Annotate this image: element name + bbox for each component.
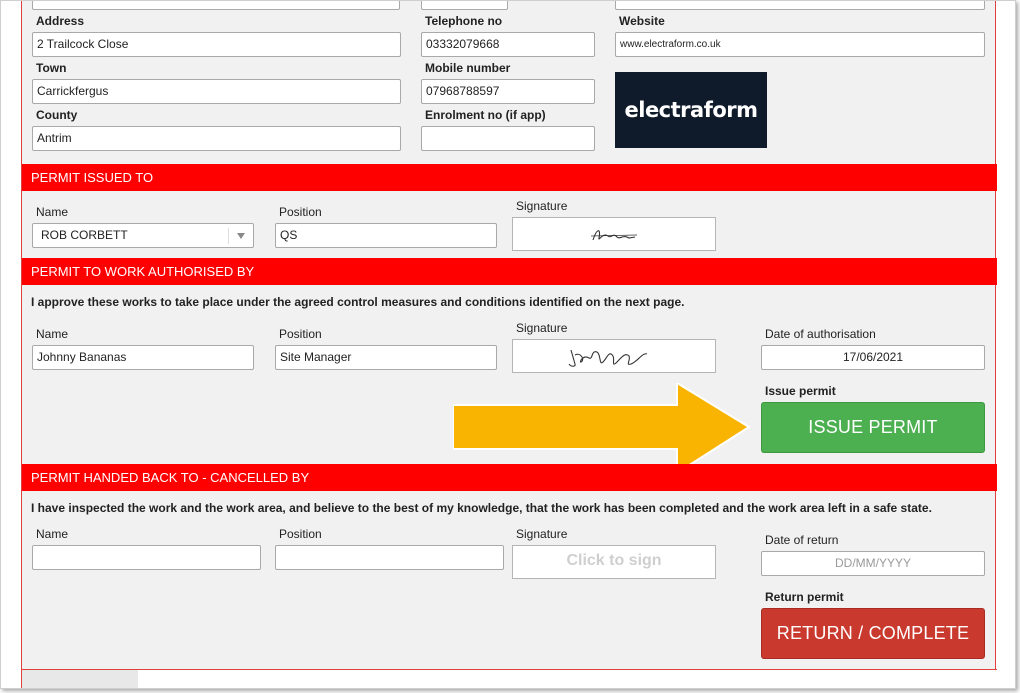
website-label: Website bbox=[619, 14, 665, 28]
enrolment-label: Enrolment no (if app) bbox=[425, 108, 546, 122]
return-date-field[interactable]: DD/MM/YYYY bbox=[761, 551, 985, 576]
return-name-label: Name bbox=[36, 527, 69, 541]
return-date-label: Date of return bbox=[765, 533, 839, 547]
enrolment-field[interactable] bbox=[421, 126, 595, 151]
issued-signature-pad[interactable] bbox=[512, 217, 716, 251]
authorisation-date-field[interactable]: 17/06/2021 bbox=[761, 345, 985, 370]
mobile-field[interactable]: 07968788597 bbox=[421, 79, 595, 104]
return-signature-label: Signature bbox=[516, 527, 568, 541]
issued-name-select[interactable] bbox=[32, 223, 254, 248]
address-field[interactable]: 2 Trailcock Close bbox=[32, 32, 401, 57]
select-separator bbox=[228, 228, 229, 244]
authorised-name-label: Name bbox=[36, 327, 69, 341]
issued-signature-label: Signature bbox=[516, 199, 568, 213]
return-position-field[interactable] bbox=[275, 545, 504, 570]
mobile-label: Mobile number bbox=[425, 61, 511, 75]
issued-position-field[interactable]: QS bbox=[275, 223, 497, 248]
signature-image bbox=[513, 218, 717, 252]
authorised-signature-label: Signature bbox=[516, 321, 568, 335]
county-label: County bbox=[36, 108, 78, 122]
company-logo bbox=[615, 72, 767, 148]
town-field[interactable]: Carrickfergus bbox=[32, 79, 401, 104]
issued-name-label: Name bbox=[36, 205, 69, 219]
website-field[interactable]: www.electraform.co.uk bbox=[615, 32, 985, 57]
authorised-position-field[interactable]: Site Manager bbox=[275, 345, 497, 370]
return-name-field[interactable] bbox=[32, 545, 261, 570]
county-field[interactable]: Antrim bbox=[32, 126, 401, 151]
signature-image bbox=[513, 340, 717, 374]
issue-permit-label: Issue permit bbox=[765, 384, 836, 398]
issued-name-value: ROB CORBETT bbox=[41, 228, 128, 242]
handed-back-statement: I have inspected the work and the work area, and believe to the best of my knowledge, that the work has been completed and the work area left in a safe state. bbox=[31, 501, 932, 515]
issued-position-label: Position bbox=[279, 205, 322, 219]
authorised-position-label: Position bbox=[279, 327, 322, 341]
cutoff-field-left[interactable] bbox=[32, 0, 400, 10]
issued-to-header: PERMIT ISSUED TO bbox=[22, 164, 997, 191]
address-label: Address bbox=[36, 14, 85, 28]
authorisation-date-label: Date of authorisation bbox=[765, 327, 876, 341]
authorised-statement: I approve these works to take place under the agreed control measures and conditions identified on the next page. bbox=[31, 295, 685, 309]
next-section-tab[interactable] bbox=[22, 670, 138, 689]
authorised-signature-pad[interactable] bbox=[512, 339, 716, 373]
chevron-down-icon bbox=[237, 233, 245, 239]
cutoff-field-middle[interactable] bbox=[421, 0, 508, 10]
town-label: Town bbox=[36, 61, 67, 75]
issue-permit-button[interactable]: ISSUE PERMIT bbox=[761, 402, 985, 453]
return-position-label: Position bbox=[279, 527, 322, 541]
return-complete-button[interactable]: RETURN / COMPLETE bbox=[761, 608, 985, 659]
handed-back-header: PERMIT HANDED BACK TO - CANCELLED BY bbox=[22, 464, 997, 491]
arrow-right-icon bbox=[453, 383, 753, 475]
authorised-by-header: PERMIT TO WORK AUTHORISED BY bbox=[22, 258, 997, 285]
authorised-name-field[interactable]: Johnny Bananas bbox=[32, 345, 254, 370]
return-signature-pad[interactable]: Click to sign bbox=[512, 545, 716, 579]
return-permit-label: Return permit bbox=[765, 590, 844, 604]
logo-text: electraform bbox=[624, 98, 758, 122]
telephone-label: Telephone no bbox=[425, 14, 503, 28]
telephone-field[interactable]: 03332079668 bbox=[421, 32, 595, 57]
next-section-strip bbox=[22, 669, 997, 689]
permit-form bbox=[21, 0, 996, 689]
cutoff-field-right[interactable] bbox=[615, 0, 985, 10]
